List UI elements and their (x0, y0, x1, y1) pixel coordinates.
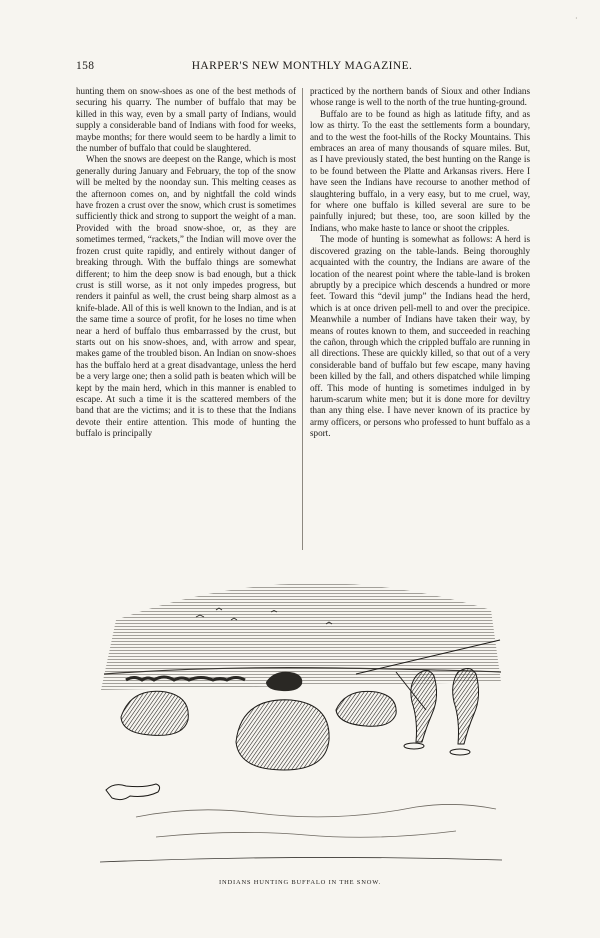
frame-bottom (100, 857, 502, 862)
buffalo-left (121, 691, 188, 735)
paragraph: Buffalo are to be found as high as latitude fifty, and as low as thirty. To the east the settlements form a boundary, and to the west the foot-hills of the Rocky Mountains. This embraces an area of many thousands of square miles. But, as I have previously stated, the best hunting on the Range is to be found between the Platte and Arkansas rivers. Here I have seen the Indians have recourse to another method of slaughtering buffalo, in a very easy, but to me cruel, way, for where one buffalo is killed several are sure to be painfully injured; but these, too, are soon killed by the Indians, who make haste to lance or shoot the cripples. (310, 108, 530, 233)
running-title: HARPER'S NEW MONTHLY MAGAZINE. (191, 60, 413, 72)
page-number: 158 (76, 60, 95, 72)
running-head (76, 60, 528, 76)
illustration-caption: INDIANS HUNTING BUFFALO IN THE SNOW. (219, 879, 381, 886)
buffalo-center (236, 700, 329, 770)
column-divider (302, 88, 303, 550)
buffalo-right (336, 691, 396, 726)
sky (101, 583, 501, 690)
hunter-right (450, 668, 479, 755)
buffalo-hunt-engraving (96, 562, 506, 867)
paragraph: hunting them on snow-shoes as one of the best methods of securing his quarry. The number of buffalo that may be killed in this way, even by a small party of Indians, would supply a considerable band of Indians with food for weeks, maybe months; for there would seem to be hardly a limit to the number of buffalo that could be slaughtered. (76, 86, 296, 154)
paragraph: The mode of hunting is somewhat as follows: A herd is discovered grazing on the table-lands. Being thoroughly acquainted with the country, the Indians are aware of the location of the nearest point where the table-land is broken abruptly by a precipice which descends a hundred or more feet. Toward this “devil jump” the Indians head the herd, which is at once driven pell-mell to and over the precipice. Meanwhile a number of Indians have taken their way, by means of routes known to them, and succeeded in reaching the cañon, through which the crippled buffalo are running in all directions. These are quickly killed, so that out of a very considerable band of buffalo but few escape, many having been killed by the fall, and others dispatched while limping off. This mode of hunting is sometimes indulged in by harum-scarum white men; but it is done more for deviltry than any thing else. I have never known of its practice by army officers, or persons who professed to hunt buffalo as a sport. (310, 234, 530, 439)
right-column (310, 86, 530, 440)
paragraph: practiced by the northern bands of Sioux and other Indians whose range is well to the north of the true hunting-ground. (310, 86, 530, 108)
paragraph: When the snows are deepest on the Range, which is most generally during January and February, the top of the snow will be melted by the noonday sun. This melting ceases as the afternoon comes on, and by nightfall the cold winds have frozen a crust over the snow, which crust is sometimes sufficiently thick and strong to support the weight of a man. Provided with the broad snow-shoe, or, as they are sometimes termed, “rackets,” the Indian will move over the frozen crust quite rapidly, and entirely without danger of breaking through. With the buffalo things are somewhat different; to him the deep snow is bad enough, but a thick crust is still worse, as it not only impedes progress, but renders it painful as well, the crust being sharp almost as a knife-blade. All of this is well known to the Indian, and is at the same time a source of profit, for he loses no time when near a herd of buffalo thus embarrassed by the crust, but starts out on his snow-shoes, and, with arrow and spear, makes game of the troubled bison. An Indian on snow-shoes has the buffalo herd at a great disadvantage, unless the herd be a very large one; then a solid path is beaten which will be kept by the main herd, which in this manner is enabled to escape. At such a time it is the scattered members of the band that are the victims; and it is to these that the Indians devote their entire attention. This mode of hunting the buffalo is principally (76, 154, 296, 439)
left-column (76, 86, 296, 440)
wolf (106, 784, 160, 800)
snow-foreground (136, 804, 496, 837)
corner-mark: · (575, 14, 578, 23)
